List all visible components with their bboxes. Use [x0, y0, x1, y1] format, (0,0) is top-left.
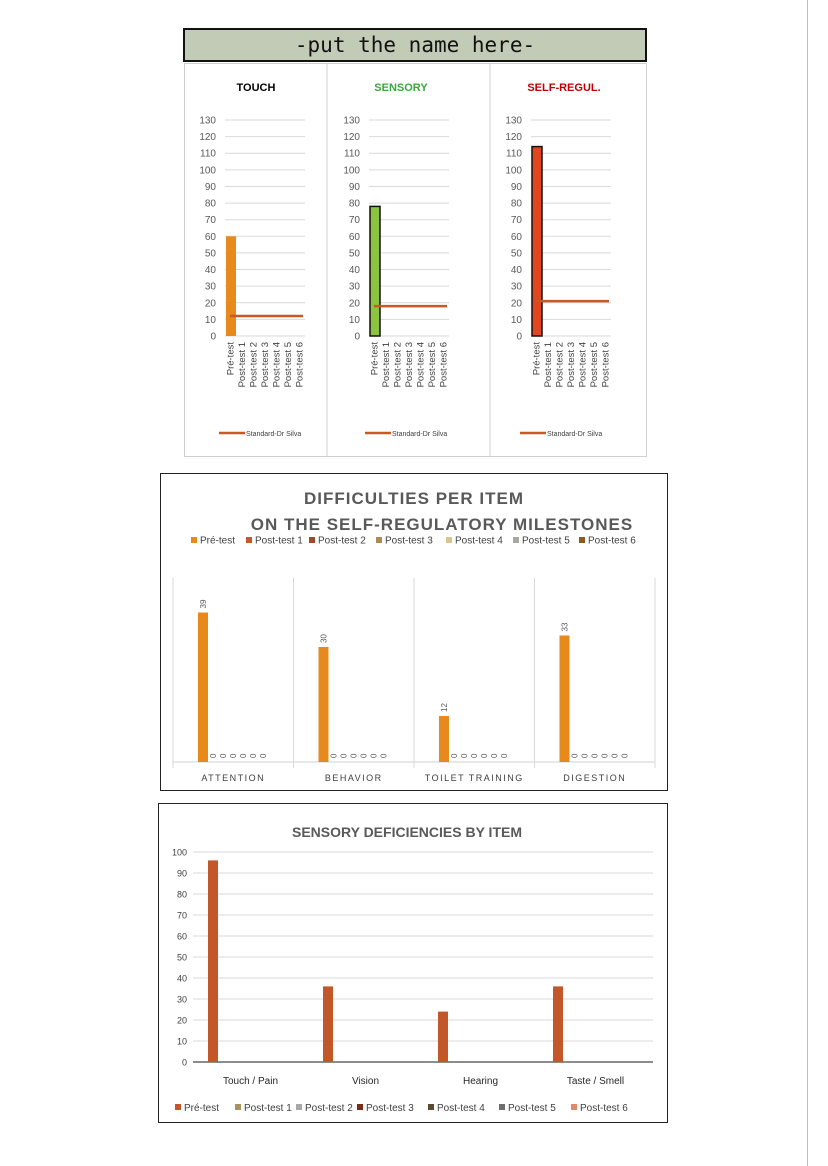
y-tick-label: 70 — [510, 215, 522, 227]
y-tick-label: 70 — [204, 215, 216, 227]
y-tick-label: 50 — [176, 952, 187, 963]
y-tick-label: 10 — [176, 1036, 187, 1047]
legend-label: Standard-Dr Silva — [246, 431, 302, 438]
y-tick-label: 90 — [348, 181, 360, 193]
y-tick-label: 100 — [199, 165, 216, 177]
y-tick-label: 110 — [344, 148, 360, 160]
y-tick-label: 0 — [516, 331, 522, 343]
pretest-bar — [226, 236, 236, 336]
data-label: 0 — [450, 753, 459, 758]
x-tick-label: Post-test 3 — [566, 342, 577, 388]
data-label: 0 — [259, 753, 268, 758]
legend-swatch — [513, 537, 519, 543]
legend-swatch — [571, 1104, 577, 1110]
x-tick-label: Post-test 3 — [404, 342, 415, 388]
data-label: 0 — [229, 753, 238, 758]
legend-label: Post-test 2 — [305, 1103, 353, 1114]
y-tick-label: 130 — [505, 115, 522, 127]
y-tick-label: 60 — [204, 231, 216, 243]
y-tick-label: 20 — [176, 1015, 187, 1026]
y-tick-label: 20 — [510, 298, 522, 310]
data-label: 0 — [500, 753, 509, 758]
y-tick-label: 40 — [204, 265, 216, 277]
legend-swatch — [357, 1104, 363, 1110]
x-tick-label: Pré-test — [531, 342, 543, 376]
legend-label: Post-test 5 — [508, 1103, 556, 1114]
bar — [198, 613, 208, 763]
y-tick-label: 90 — [176, 868, 187, 879]
y-tick-label: 60 — [176, 931, 187, 942]
y-tick-label: 0 — [210, 331, 216, 343]
x-tick-label: Pré-test — [369, 342, 381, 376]
y-tick-label: 30 — [510, 281, 522, 293]
y-tick-label: 40 — [510, 265, 522, 277]
x-tick-label: Post-test 1 — [381, 342, 393, 388]
data-label: 0 — [460, 753, 469, 758]
y-tick-label: 120 — [343, 132, 360, 144]
y-tick-label: 100 — [171, 847, 187, 858]
chart-subtitle: ON THE SELF-REGULATORY MILESTONES — [250, 515, 634, 534]
x-category-label: Touch / Pain — [222, 1076, 279, 1087]
legend-label: Post-test 4 — [455, 535, 503, 547]
y-tick-label: 40 — [176, 973, 187, 984]
legend-swatch — [309, 537, 315, 543]
x-category-label: Hearing — [462, 1076, 499, 1087]
bar — [439, 716, 449, 762]
x-tick-label: Post-test 6 — [600, 342, 612, 388]
data-label: 33 — [560, 622, 570, 632]
data-label: 0 — [219, 753, 228, 758]
y-tick-label: 10 — [348, 314, 360, 326]
chart-title: SELF-REGUL. — [527, 82, 601, 94]
y-tick-label: 10 — [204, 314, 216, 326]
y-tick-label: 30 — [176, 994, 187, 1005]
data-label: 0 — [329, 753, 339, 758]
x-category-label: BEHAVIOR — [324, 773, 383, 783]
legend-swatch — [428, 1104, 434, 1110]
data-label: 0 — [470, 753, 479, 758]
legend-label: Post-test 3 — [385, 535, 433, 547]
data-label: 0 — [610, 753, 620, 758]
y-tick-label: 80 — [348, 198, 360, 210]
data-label: 0 — [600, 753, 610, 758]
y-tick-label: 130 — [343, 115, 360, 127]
x-tick-label: Post-test 2 — [248, 342, 260, 388]
legend-label: Pré-test — [200, 535, 236, 547]
y-tick-label: 100 — [505, 165, 522, 177]
data-label: 0 — [490, 753, 499, 758]
x-category-label: ATTENTION — [201, 773, 266, 783]
x-tick-label: Post-test 1 — [543, 342, 555, 388]
data-label: 0 — [369, 753, 379, 758]
legend-label: Post-test 6 — [580, 1103, 628, 1114]
x-tick-label: Post-test 2 — [392, 342, 404, 388]
x-category-label: Vision — [351, 1076, 380, 1087]
pretest-bar — [370, 206, 380, 336]
x-tick-label: Post-test 6 — [294, 342, 306, 388]
y-tick-label: 0 — [181, 1057, 187, 1068]
legend-swatch — [175, 1104, 181, 1110]
y-tick-label: 0 — [354, 331, 360, 343]
x-category-label: DIGESTION — [563, 773, 627, 783]
y-tick-label: 20 — [348, 298, 360, 310]
legend-label: Post-test 2 — [318, 535, 366, 547]
legend-swatch — [376, 537, 382, 543]
data-label: 0 — [239, 753, 248, 758]
bar — [438, 1012, 448, 1062]
x-tick-label: Post-test 5 — [426, 342, 438, 388]
bar — [319, 647, 329, 762]
bar — [553, 986, 563, 1062]
data-label: 0 — [590, 753, 600, 758]
y-tick-label: 120 — [199, 132, 216, 144]
y-tick-label: 130 — [199, 115, 216, 127]
x-tick-label: Post-test 4 — [271, 342, 283, 388]
data-label: 30 — [319, 634, 329, 643]
data-label: 0 — [349, 753, 359, 758]
legend-label: Post-test 3 — [366, 1103, 414, 1114]
y-tick-label: 30 — [348, 281, 360, 293]
y-tick-label: 110 — [506, 148, 522, 160]
legend-swatch — [191, 537, 197, 543]
legend-swatch — [235, 1104, 241, 1110]
x-tick-label: Post-test 4 — [577, 342, 589, 388]
x-category-label: TOILET TRAINING — [424, 773, 524, 783]
legend-swatch — [499, 1104, 505, 1110]
legend-swatch — [446, 537, 452, 543]
chart-title: SENSORY — [374, 82, 428, 94]
y-tick-label: 50 — [348, 248, 360, 260]
chart-title: SENSORY DEFICIENCIES BY ITEM — [291, 824, 523, 840]
bar — [323, 986, 333, 1062]
x-tick-label: Post-test 1 — [237, 342, 249, 388]
legend-swatch — [296, 1104, 302, 1110]
x-tick-label: Post-test 5 — [588, 342, 600, 388]
y-tick-label: 80 — [176, 889, 187, 900]
y-tick-label: 50 — [204, 248, 216, 260]
y-tick-label: 80 — [510, 198, 522, 210]
y-tick-label: 20 — [204, 298, 216, 310]
small-charts-svg — [185, 64, 646, 456]
y-tick-label: 90 — [204, 181, 216, 193]
data-label: 0 — [379, 753, 389, 758]
chart-title: TOUCH — [236, 82, 276, 94]
legend-label: Post-test 1 — [244, 1103, 292, 1114]
data-label: 39 — [199, 599, 208, 609]
legend-label: Standard-Dr Silva — [392, 431, 448, 438]
y-tick-label: 60 — [510, 231, 522, 243]
y-tick-label: 60 — [348, 231, 360, 243]
x-tick-label: Post-test 2 — [554, 342, 566, 388]
y-tick-label: 40 — [348, 265, 360, 277]
bar — [208, 860, 218, 1062]
difficulties-chart-panel — [160, 473, 668, 791]
data-label: 0 — [339, 753, 349, 758]
name-banner[interactable]: -put the name here- — [183, 28, 647, 62]
legend-swatch — [579, 537, 585, 543]
y-tick-label: 80 — [204, 198, 216, 210]
data-label: 0 — [480, 753, 489, 758]
data-label: 0 — [620, 753, 630, 758]
bar — [560, 636, 570, 763]
legend-label: Pré-test — [184, 1103, 220, 1114]
x-tick-label: Post-test 6 — [438, 342, 450, 388]
sensory-deficiencies-svg — [159, 804, 667, 1122]
page-edge-line — [807, 0, 808, 1166]
data-label: 12 — [440, 703, 449, 712]
y-tick-label: 70 — [176, 910, 187, 921]
legend-label: Post-test 1 — [255, 535, 303, 547]
data-label: 0 — [359, 753, 369, 758]
y-tick-label: 10 — [510, 314, 522, 326]
legend-label: Standard-Dr Silva — [547, 431, 603, 438]
data-label: 0 — [570, 753, 580, 758]
difficulties-chart-svg — [161, 474, 667, 790]
small-charts-panel — [184, 63, 647, 457]
sensory-deficiencies-panel — [158, 803, 668, 1123]
y-tick-label: 90 — [510, 181, 522, 193]
data-label: 0 — [209, 753, 218, 758]
chart-title: DIFFICULTIES PER ITEM — [304, 489, 524, 508]
x-tick-label: Post-test 5 — [282, 342, 294, 388]
y-tick-label: 120 — [505, 132, 522, 144]
y-tick-label: 30 — [204, 281, 216, 293]
y-tick-label: 110 — [200, 148, 216, 160]
y-tick-label: 100 — [343, 165, 360, 177]
data-label: 0 — [580, 753, 590, 758]
x-tick-label: Post-test 4 — [415, 342, 427, 388]
data-label: 0 — [249, 753, 258, 758]
legend-label: Post-test 6 — [588, 535, 636, 547]
y-tick-label: 70 — [348, 215, 360, 227]
legend-label: Post-test 5 — [522, 535, 570, 547]
x-tick-label: Pré-test — [225, 342, 237, 376]
x-tick-label: Post-test 3 — [260, 342, 271, 388]
legend-swatch — [246, 537, 252, 543]
x-category-label: Taste / Smell — [566, 1076, 625, 1087]
y-tick-label: 50 — [510, 248, 522, 260]
pretest-bar — [532, 147, 542, 336]
legend-label: Post-test 4 — [437, 1103, 485, 1114]
